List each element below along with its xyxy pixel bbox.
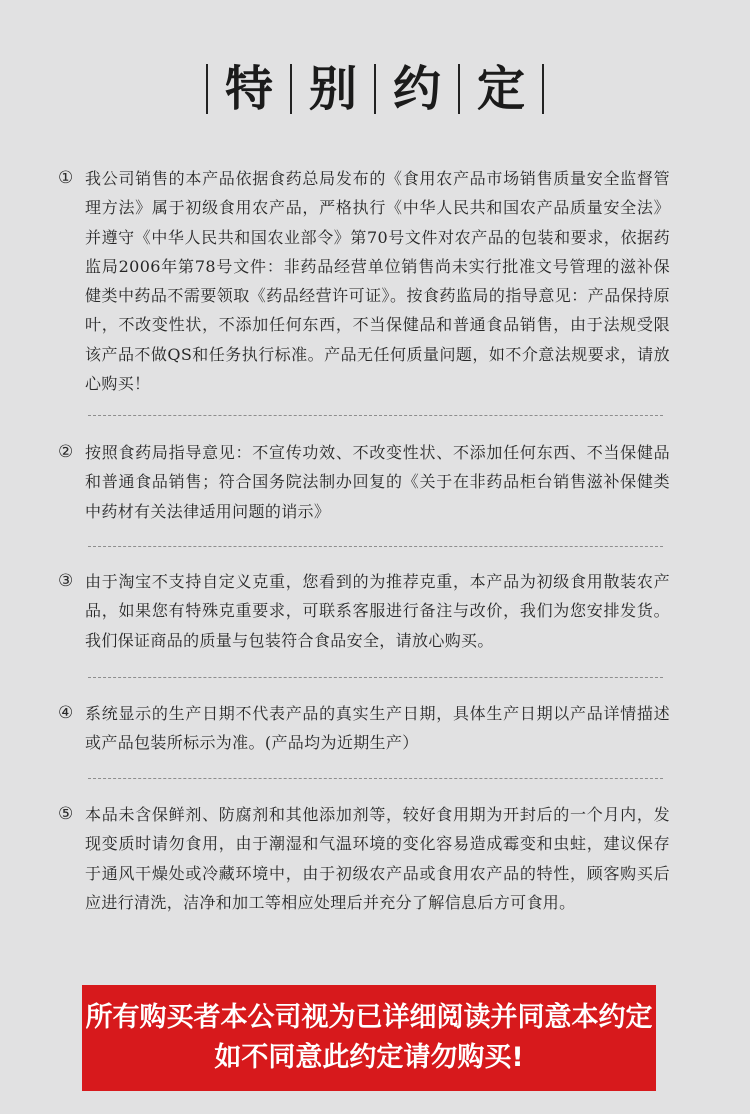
clause-5: [58, 800, 670, 917]
clause-text: 按照食药局指导意见：不宣传功效、不改变性状、不添加任何东西、不当保健品和普通食品销售；符合国务院法制办回复的《关于在非药品柜台销售滋补保健类中药材有关法律适用问题的诮示》: [85, 443, 670, 521]
title-char: 别: [308, 61, 357, 117]
section-divider: [88, 415, 663, 416]
clause-text: 系统显示的生产日期不代表产品的真实生产日期，具体生产日期以产品详情描述或产品包装所标示为准。(产品均为近期生产）: [85, 704, 670, 753]
agreement-banner: [82, 985, 656, 1091]
clause-text: 我公司销售的本产品依据食药总局发布的《食用农产品市场销售质量安全监督管理方法》属于初级食用农产品，严格执行《中华人民共和国农产品质量安全法》并遵守《中华人民共和国农业部令》第70号文件对农产品的包装和要求，依据药监局2006年第78号文件：非药品经营单位销售尚未实行批准文号管理的滋补保健类中药品不需要领取《药品经营许可证》。按食药监局的指导意见：产品保持原叶，不改变性状，不添加任何东西，不当保健品和普通食品销售，由于法规受限该产品不做QS和任务执行标准。产品无任何质量问题，如不介意法规要求，请放心购买！: [85, 169, 670, 394]
title-char: 约: [392, 61, 441, 117]
banner-line-2: 如不同意此约定请勿购买!: [214, 1042, 524, 1073]
clause-text: 本品未含保鲜剂、防腐剂和其他添加剂等，较好食用期为开封后的一个月内，发现变质时请勿食用，由于潮湿和气温环境的变化容易造成霉变和虫蛀，建议保存于通风干燥处或冷藏环境中，由于初级农产品或食用农产品的特性，顾客购买后应进行清洗，洁净和加工等相应处理后并充分了解信息后方可食用。: [85, 805, 670, 912]
clause-number: ③: [58, 571, 74, 591]
title-char: 定: [476, 61, 525, 117]
section-divider: [88, 677, 663, 678]
clause-text: 由于淘宝不支持自定义克重，您看到的为推荐克重，本产品为初级食用散装农产品，如果您有特殊克重要求，可联系客服进行备注与改价，我们为您安排发货。我们保证商品的质量与包装符合食品安全，请放心购买。: [85, 572, 670, 650]
section-divider: [88, 778, 663, 779]
section-divider: [88, 546, 663, 547]
title-divider: [542, 64, 544, 114]
clause-2: [58, 438, 670, 526]
clause-3: [58, 567, 670, 655]
clause-number: ④: [58, 703, 74, 723]
clause-number: ①: [58, 168, 74, 188]
page-title: [0, 58, 750, 120]
clause-number: ②: [58, 442, 74, 462]
banner-line-1: 所有购买者本公司视为已详细阅读并同意本约定: [85, 1002, 653, 1033]
clause-1: [58, 164, 670, 398]
clause-number: ⑤: [58, 804, 74, 824]
title-char: 特: [224, 61, 273, 117]
clause-4: [58, 699, 670, 758]
